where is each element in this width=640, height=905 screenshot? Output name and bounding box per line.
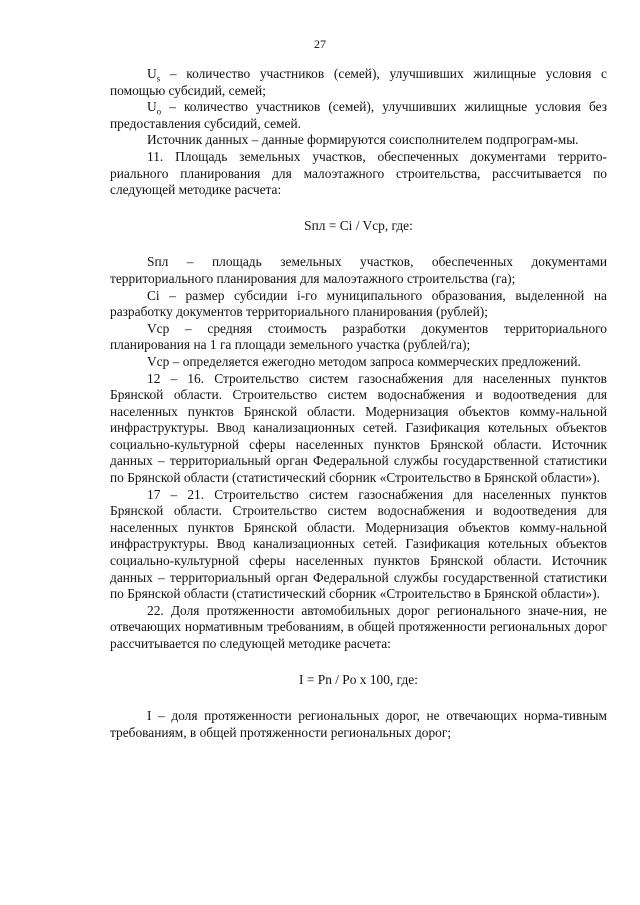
i-definition: I – доля протяженности региональных дорог, не отвечающих норма-тивным требованиям, в общей протяженности региональных дорог; xyxy=(110,708,607,740)
us-definition-text: – количество участников (семей), улучшивших жилищные условия с помощью субсидий, семей; xyxy=(110,66,607,98)
us-symbol: U xyxy=(147,66,157,81)
ci-definition: Ci – размер субсидии i-го муниципального образования, выделенной на разработку документов территориального планирования (рублей); xyxy=(110,287,607,320)
data-source-paragraph: Источник данных – данные формируются соисполнителем подпрограм-мы. xyxy=(147,132,579,148)
vcp-definition: Vср – средняя стоимость разработки документов территориального планирования на 1 га площади земельного участка (рублей/га); xyxy=(110,320,607,353)
uo-subscript: o xyxy=(156,106,162,117)
uo-definition xyxy=(110,99,607,132)
item-11-paragraph: 11. Площадь земельных участков, обеспеченных документами террито-риального планирования для малоэтажного строительства, рассчитывается по следующей методике расчета: xyxy=(110,148,607,198)
item-17-21-paragraph: 17 – 21. Строительство систем газоснабжения для населенных пунктов Брянской области. Строительство систем водоснабжения и водоотведения для населенных пунктов Брянской области. Модернизация объектов комму-нальной инфраструктуры. Ввод канализационных сетей. Газификация котельных объектов социально-культурной сферы населенных пунктов Брянской области. Источник данных – территориальный орган Федеральной службы государственной статистики по Брянской области (статистический сборник «Строительство в Брянской области»). xyxy=(110,486,607,602)
spl-definition: Sпл – площадь земельных участков, обеспеченных документами территориального планирования для малоэтажного строительства (га); xyxy=(110,254,607,286)
vcp-determination: Vср – определяется ежегодно методом запроса коммерческих предложений. xyxy=(147,353,581,369)
us-subscript: s xyxy=(156,73,161,84)
uo-symbol: U xyxy=(147,99,157,115)
page-number: 27 xyxy=(314,37,326,51)
item-12-16-paragraph: 12 – 16. Строительство систем газоснабжения для населенных пунктов Брянской области. Строительство систем водоснабжения и водоотведения для населенных пунктов Брянской области. Модернизация объектов комму-нальной инфраструктуры. Ввод канализационных сетей. Газификация котельных объектов социально-культурной сферы населенных пунктов Брянской области. Источник данных – территориальный орган Федеральной службы государственной статистики по Брянской области (статистический сборник «Строительство в Брянской области»). xyxy=(110,370,607,486)
document-body xyxy=(110,66,607,741)
us-definition xyxy=(110,66,607,99)
formula-i: I = Pn / Po x 100, где: xyxy=(299,671,418,687)
formula-spl: Sпл = Ci / Vср, где: xyxy=(304,217,413,233)
uo-definition-text: – количество участников (семей), улучшивших жилищные условия без предоставления субсидий, семей. xyxy=(110,99,607,131)
item-22-paragraph: 22. Доля протяженности автомобильных дорог регионального значе-ния, не отвечающих нормативным требованиям, в общей протяженности региональных дорог рассчитывается по следующей методике расчета: xyxy=(110,602,607,651)
